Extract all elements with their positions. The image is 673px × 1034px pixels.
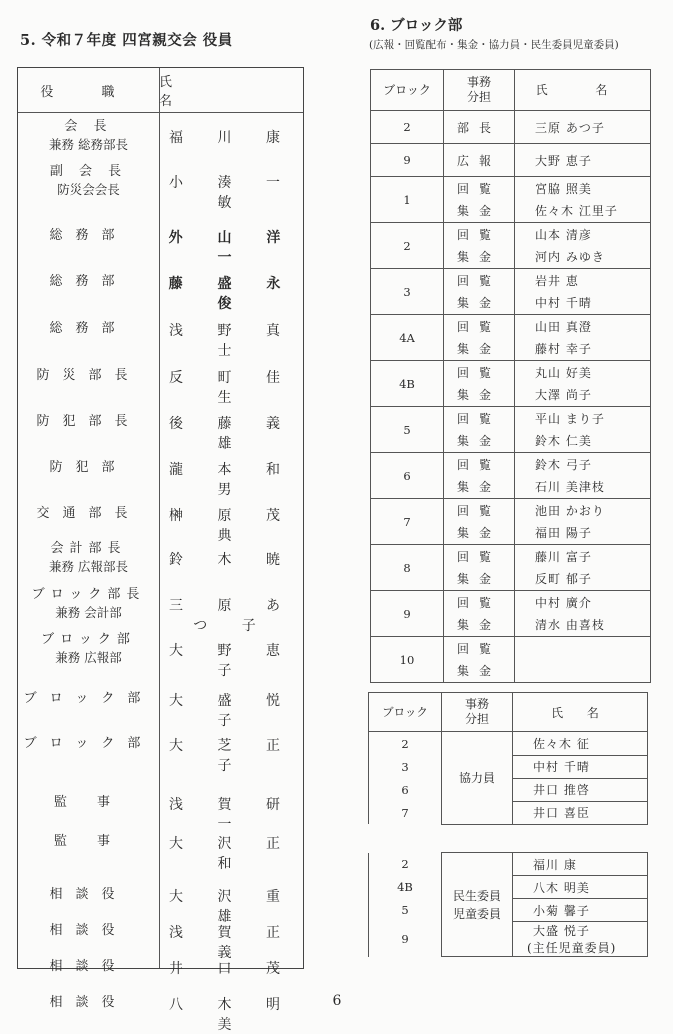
block-number: 9	[371, 144, 444, 177]
block-number: 3	[371, 269, 444, 315]
duty-circulate: 回覧	[456, 319, 501, 334]
duty-circulate: 回覧	[456, 181, 501, 196]
block-row	[371, 545, 651, 591]
circulate-name: 岩井 恵	[535, 273, 579, 288]
block-number: 2	[371, 223, 444, 269]
circulate-name: 丸山 好美	[535, 365, 592, 380]
block-name: 三原 あつ子	[515, 111, 651, 144]
block-table-header	[371, 70, 651, 111]
officer-name: 三 原 あ つ 子	[169, 598, 295, 634]
header-name: 氏 名	[515, 70, 651, 111]
officers-header-name: 氏 名	[159, 75, 213, 109]
duty-circulate: 回覧	[456, 273, 501, 288]
officer-name: 八 木 明 美	[169, 997, 295, 1033]
circulate-name: 山本 清彦	[535, 227, 592, 242]
officer-role	[18, 631, 159, 667]
duty-collect: 集金	[456, 571, 501, 586]
officer-role: ブロック部	[23, 736, 154, 751]
officer-role-line2: 兼務 広報部長	[49, 559, 128, 574]
welfare-name-text: 福川 康	[533, 857, 577, 872]
welfare-name-text: 大盛 悦子	[533, 924, 590, 938]
coop-block: 2	[369, 732, 442, 756]
block-duty	[444, 223, 515, 269]
duty-collect: 集金	[456, 479, 501, 494]
block-row	[371, 407, 651, 453]
collect-name: 清水 由喜枝	[535, 617, 605, 632]
officer-role-line2: 兼務 総務部長	[49, 137, 128, 152]
officer-name: 瀧 本 和 男	[169, 462, 295, 498]
coop-block: 7	[369, 801, 442, 824]
officer-role: 防犯部長	[36, 414, 141, 429]
duty-circulate: 回覧	[456, 227, 501, 242]
duty-circulate: 回覧	[456, 365, 501, 380]
block-names	[515, 499, 651, 545]
officer-role: 監 事	[53, 795, 124, 810]
block-names	[515, 223, 651, 269]
header-duty-line2: 分担	[464, 712, 489, 726]
section6-subtitle: (広報・回覧配布・集金・協力員・民生委員児童委員)	[369, 39, 619, 51]
coop-table-header	[369, 693, 648, 732]
block-duty: 部長	[444, 111, 515, 144]
page-number: 6	[332, 993, 342, 1009]
officer-name: 後 藤 義 雄	[169, 416, 295, 452]
officer-role-line1: 会計部長	[50, 541, 127, 556]
officer-role: 相談役	[49, 887, 128, 902]
block-row	[371, 269, 651, 315]
officer-name: 大 沢 正 和	[169, 836, 295, 872]
officer-name: 大 沢 重 雄	[169, 889, 295, 925]
collect-name: 石川 美津枝	[535, 479, 605, 494]
block-row	[371, 177, 651, 223]
block-names	[515, 361, 651, 407]
officer-name: 大 盛 悦 子	[169, 693, 295, 729]
block-names	[515, 453, 651, 499]
block-duty	[444, 545, 515, 591]
officer-name: 浅 賀 研 一	[169, 797, 295, 833]
block-number: 1	[371, 177, 444, 223]
welfare-duty	[442, 853, 513, 957]
officer-name: 浅 野 真 士	[169, 323, 295, 359]
block-duty	[444, 269, 515, 315]
duty-circulate: 回覧	[456, 549, 501, 564]
block-duty	[444, 591, 515, 637]
circulate-name: 山田 真澄	[535, 319, 592, 334]
welfare-name	[513, 876, 648, 899]
officer-role: 総務部	[49, 228, 128, 243]
officer-name: 藤 盛 永 俊	[168, 276, 296, 312]
welfare-row	[369, 853, 648, 876]
officer-role: 相談役	[49, 923, 128, 938]
duty-circulate: 回覧	[456, 595, 501, 610]
header-duty-line1: 事務	[464, 697, 489, 711]
duty-circulate: 回覧	[456, 503, 501, 518]
coop-block: 3	[369, 755, 442, 778]
header-duty	[444, 70, 515, 111]
officers-table	[17, 67, 304, 1033]
welfare-block: 4B	[369, 876, 442, 899]
circulate-name: 平山 まり子	[535, 411, 605, 426]
welfare-name-text: 小菊 馨子	[533, 903, 590, 918]
officer-name: 鈴 木 暁	[169, 552, 295, 568]
block-names	[515, 407, 651, 453]
collect-name: 福田 陽子	[535, 525, 592, 540]
duty-collect: 集金	[456, 525, 501, 540]
welfare-name	[513, 899, 648, 922]
coop-block: 6	[369, 778, 442, 801]
collect-name: 河内 みゆき	[535, 249, 605, 264]
section5-title: 5. 令和７年度 四宮親交会 役員	[20, 32, 233, 49]
officer-role-line1: ブロック部	[41, 632, 136, 647]
welfare-name	[513, 853, 648, 876]
block-row	[371, 499, 651, 545]
officer-role: 防災部長	[36, 368, 141, 383]
officer-role-line1: ブロック部長	[31, 587, 146, 602]
officer-role	[18, 163, 159, 199]
collect-name	[535, 660, 650, 682]
officer-role-line2: 兼務 会計部	[55, 605, 122, 620]
block-duty	[444, 637, 515, 683]
block-row	[371, 361, 651, 407]
block-number: 10	[371, 637, 444, 683]
duty-circulate: 回覧	[456, 411, 501, 426]
block-names	[515, 637, 651, 683]
coop-name: 井口 喜臣	[513, 801, 648, 824]
block-duty	[444, 499, 515, 545]
section6-title: 6. ブロック部	[370, 17, 463, 34]
duty-circulate: 回覧	[456, 457, 501, 472]
officer-role: 総務部	[49, 321, 128, 336]
block-number: 5	[371, 407, 444, 453]
block-duty	[444, 361, 515, 407]
header-block: ブロック	[369, 693, 442, 732]
duty-circulate: 回覧	[456, 641, 501, 656]
officer-role: 監 事	[53, 834, 124, 849]
welfare-block: 2	[369, 853, 442, 876]
officer-role-line2: 防災会会長	[57, 182, 120, 197]
block-duty	[444, 177, 515, 223]
header-name: 氏 名	[513, 693, 648, 732]
block-row	[371, 637, 651, 683]
block-duty	[444, 315, 515, 361]
block-names	[515, 315, 651, 361]
duty-collect: 集金	[456, 617, 501, 632]
collect-name: 大澤 尚子	[535, 387, 592, 402]
block-duty: 広報	[444, 144, 515, 177]
officer-name: 外 山 洋 一	[168, 230, 296, 266]
duty-collect: 集金	[456, 249, 501, 264]
officer-role-line1: 会 長	[64, 119, 113, 134]
header-block: ブロック	[371, 70, 444, 111]
welfare-name-text: 八木 明美	[533, 880, 590, 895]
collect-name: 藤村 幸子	[535, 341, 592, 356]
coop-name: 佐々木 征	[513, 732, 648, 756]
duty-collect: 集金	[456, 387, 501, 402]
circulate-name: 池田 かおり	[535, 503, 605, 518]
welfare-block: 9	[369, 922, 442, 957]
block-table	[370, 69, 651, 683]
block-names	[515, 269, 651, 315]
block-number: 8	[371, 545, 444, 591]
welfare-name	[513, 922, 648, 957]
officer-name: 福 川 康	[169, 130, 295, 146]
duty-collect: 集金	[456, 295, 501, 310]
block-single-row	[371, 144, 651, 177]
circulate-name: 宮脇 照美	[535, 181, 592, 196]
officer-role: 防犯部	[49, 460, 128, 475]
duty-collect: 集金	[456, 341, 501, 356]
officer-role-line2: 兼務 広報部	[55, 650, 122, 665]
officer-role	[18, 118, 159, 154]
officer-name: 榊 原 茂 典	[169, 508, 295, 544]
coop-row	[369, 732, 648, 756]
circulate-name: 中村 廣介	[535, 595, 592, 610]
officer-role	[18, 540, 159, 576]
officer-name: 大 芝 正 子	[169, 738, 295, 774]
officer-name: 小 湊 一 敏	[169, 175, 295, 211]
officer-role: ブロック部	[23, 691, 154, 706]
officers-header-role: 役 職	[40, 84, 137, 100]
block-row	[371, 223, 651, 269]
header-duty-line1: 事務	[466, 75, 491, 89]
officer-role-line1: 副 会 長	[49, 164, 128, 179]
header-duty	[442, 693, 513, 732]
block-single-row	[371, 111, 651, 144]
welfare-note: (主任児童委員)	[527, 941, 617, 955]
block-number: 9	[371, 591, 444, 637]
block-number: 2	[371, 111, 444, 144]
officer-name: 井 口 茂	[169, 961, 295, 977]
duty-collect: 集金	[456, 663, 501, 678]
welfare-block: 5	[369, 899, 442, 922]
officer-role: 交通部長	[36, 506, 141, 521]
officer-role: 相談役	[49, 959, 128, 974]
block-names	[515, 177, 651, 223]
block-number: 7	[371, 499, 444, 545]
welfare-duty-line1: 民生委員	[452, 888, 501, 903]
officer-role	[18, 586, 159, 622]
block-duty	[444, 407, 515, 453]
circulate-name: 鈴木 弓子	[535, 457, 592, 472]
block-name: 大野 恵子	[515, 144, 651, 177]
block-duty	[444, 453, 515, 499]
block-row	[371, 315, 651, 361]
header-duty-line2: 分担	[466, 90, 491, 104]
coop-table	[368, 692, 648, 825]
collect-name: 佐々木 江里子	[535, 203, 618, 218]
block-number: 4A	[371, 315, 444, 361]
welfare-table	[368, 852, 648, 957]
officer-name: 大 野 恵 子	[169, 643, 295, 679]
block-row	[371, 453, 651, 499]
officer-name: 反 町 佳 生	[169, 370, 295, 406]
welfare-duty-line2: 児童委員	[452, 906, 501, 921]
collect-name: 中村 千晴	[535, 295, 592, 310]
officer-role: 総務部	[49, 274, 128, 289]
officer-name: 浅 賀 正 義	[169, 925, 295, 961]
block-names	[515, 545, 651, 591]
coop-duty: 協力員	[442, 732, 513, 825]
block-row	[371, 591, 651, 637]
circulate-name	[535, 638, 650, 660]
officer-role: 相談役	[49, 995, 128, 1010]
block-number: 6	[371, 453, 444, 499]
collect-name: 鈴木 仁美	[535, 433, 592, 448]
circulate-name: 藤川 富子	[535, 549, 592, 564]
coop-name: 中村 千晴	[513, 755, 648, 778]
block-number: 4B	[371, 361, 444, 407]
collect-name: 反町 郁子	[535, 571, 592, 586]
duty-collect: 集金	[456, 433, 501, 448]
coop-name: 井口 推啓	[513, 778, 648, 801]
block-names	[515, 591, 651, 637]
duty-collect: 集金	[456, 203, 501, 218]
